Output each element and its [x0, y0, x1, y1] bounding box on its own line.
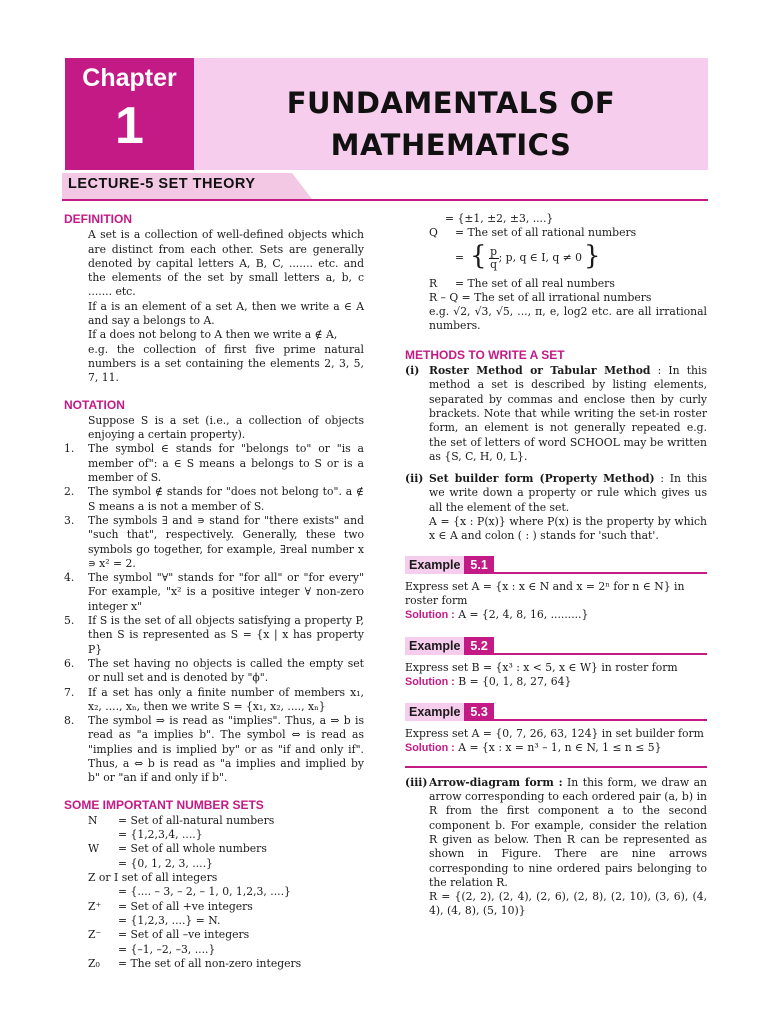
method-body [429, 364, 707, 464]
example-question: Express set A = {x : x ∈ N and x = 2ⁿ for n ∈ N} in roster form [405, 579, 685, 607]
method-number: (iii) [405, 775, 428, 789]
item-number: 2. [64, 485, 75, 499]
item-text: The symbol ∉ stands for "does not belong to". a ∉ S means a is not a member of S. [88, 485, 364, 513]
notation-item [64, 571, 364, 614]
solution-text: A = {2, 4, 8, 16, .........} [458, 608, 589, 622]
definition-p2: If a is an element of a set A, then we write a ∈ A and say a belongs to A. [88, 299, 364, 328]
solution-label: Solution : [405, 675, 455, 688]
number-set-row [64, 828, 364, 842]
chapter-label: Chapter [82, 64, 177, 92]
notation-item [64, 614, 364, 657]
section-divider [405, 766, 707, 768]
solution-label: Solution : [405, 609, 455, 622]
set-symbol: Z₀ [88, 956, 100, 970]
notation-item [64, 485, 364, 514]
set-definition: = Set of all +ve integers [118, 899, 253, 913]
relation-set: R = {(2, 2), (2, 4), (2, 6), (2, 8), (2, 10), (3, 6), (4, 4), (4, 8), (5, 10)} [429, 890, 707, 918]
method-body [429, 776, 707, 890]
rational-symbol: Q [429, 226, 438, 240]
example-solution [405, 675, 707, 689]
set-symbol [88, 828, 118, 842]
item-number: 8. [64, 714, 75, 728]
number-set-row [64, 814, 364, 828]
example-number: 5.1 [464, 556, 493, 574]
number-set-row [64, 943, 364, 957]
item-text: The symbol ∈ stands for "belongs to" or "is a member of": a ∈ S means a belongs to S or is a member of S. [88, 442, 364, 485]
item-number: 3. [64, 513, 75, 527]
fraction [489, 246, 499, 271]
rational-set-builder [455, 241, 707, 277]
definition-p3: If a does not belong to A then we write a ∉ A, [88, 328, 338, 342]
irrational-example: e.g. √2, √3, √5, ..., π, e, log2 etc. are all irrational numbers. [429, 305, 707, 333]
example-rule [494, 719, 707, 721]
example-solution [405, 608, 707, 622]
notation-item [64, 514, 364, 571]
left-brace: { [470, 241, 487, 272]
rational-condition: ; p, q ∈ I, q ≠ 0 [498, 251, 583, 265]
method-set-builder-detail: A = {x : P(x)} where P(x) is the property by which x ∈ A and colon ( : ) stands for 'such that'. [429, 515, 707, 543]
example-header [405, 556, 707, 574]
number-set-row [64, 842, 364, 856]
equals-sign: = [455, 251, 465, 265]
number-set-row [64, 885, 364, 899]
set-definition: = The set of all non-zero integers [118, 956, 302, 970]
set-definition: = {1,2,3,4, ....} [118, 828, 203, 842]
example-label: Example [405, 637, 464, 655]
methods-heading: METHODS TO WRITE A SET [405, 347, 565, 362]
set-symbol: Z⁻ [88, 928, 102, 942]
lecture-divider [62, 199, 708, 201]
title-line-2: MATHEMATICS [330, 128, 572, 162]
method-title: Arrow-diagram form : [429, 775, 563, 789]
number-sets-list [64, 814, 364, 971]
method-number: (i) [405, 364, 420, 378]
number-sets-heading: SOME IMPORTANT NUMBER SETS [64, 797, 264, 812]
example-body [405, 727, 707, 756]
example-body [405, 661, 707, 690]
set-symbol: N [88, 813, 98, 827]
set-symbol [88, 857, 118, 871]
example-question: Express set A = {0, 7, 26, 63, 124} in set builder form [405, 727, 704, 741]
page-title [194, 82, 708, 166]
example-rule [494, 653, 707, 655]
method-text: In this form, we draw an arrow corresponding to each ordered pair (a, b) in R from the first component a to the second component b. For example, consider the relation R given as below. Then R can be represented as shown in Figure. There are nine arrows corresponding to nine ordered pairs belonging to the relation R. [429, 775, 707, 889]
chapter-number: 1 [115, 97, 144, 155]
example-header [405, 703, 707, 721]
method-text: : In this method a set is described by listing elements, separated by commas and enclose then by curly brackets. Note that while writing the set-in roster form, an element is not generally repeated e.g. the set of letters of word SCHOOL may be written as {S, C, H, 0, L}. [429, 364, 707, 463]
example-question: Express set B = {x³ : x < 5, x ∈ W} in roster form [405, 660, 678, 674]
right-column [405, 212, 707, 919]
item-number: 5. [64, 614, 75, 628]
set-definition: = {–1, –2, –3, ....} [118, 942, 216, 956]
item-text: If S is the set of all objects satisfying a property P, then S is represented as S = {x | x has property P} [88, 614, 364, 656]
notation-item [64, 657, 364, 686]
item-text: The symbols ∃ and ∍ stand for "there exists" and "such that", respectively. Generally, these two symbols go together, for example, ∃real number x ∍ x² = 2. [88, 513, 364, 570]
notation-list [64, 442, 364, 785]
example-label: Example [405, 703, 464, 721]
number-set-row [64, 900, 364, 914]
example-solution [405, 741, 707, 755]
item-text: If a set has only a finite number of members x₁, x₂, ...., xₙ, then we write S = {x₁, x₂, ...., xₙ} [88, 685, 364, 713]
set-symbol: Z⁺ [88, 899, 102, 913]
number-set-row [64, 957, 364, 971]
example-rule [494, 572, 707, 574]
example-body [405, 580, 707, 623]
real-symbol: R [429, 276, 438, 290]
item-number: 6. [64, 656, 75, 670]
solution-text: A = {x : x = n³ – 1, n ∈ N, 1 ≤ n ≤ 5} [458, 741, 662, 755]
item-number: 1. [64, 442, 75, 456]
method-number: (ii) [405, 472, 424, 486]
number-set-row [64, 928, 364, 942]
real-row [405, 277, 707, 291]
set-symbol [88, 943, 118, 957]
set-definition: = {.... – 3, – 2, – 1, 0, 1,2,3, ....} [118, 885, 291, 899]
set-definition: = Set of all-natural numbers [118, 813, 275, 827]
set-definition: = Set of all –ve integers [118, 928, 250, 942]
method-title: Roster Method or Tabular Method [429, 364, 651, 378]
irrational-row: R – Q = The set of all irrational numbers [429, 290, 652, 304]
method-title: Set builder form (Property Method) [429, 472, 655, 486]
definition-heading: DEFINITION [64, 212, 132, 226]
method-text: : In this we write down a property or rule which gives us all the element of the set. [429, 472, 707, 514]
set-symbol [88, 914, 118, 928]
numerator: p [490, 245, 498, 259]
example-header [405, 637, 707, 655]
set-definition: = {1,2,3, ....} = N. [118, 913, 221, 927]
example-label: Example [405, 556, 464, 574]
left-column [64, 212, 364, 971]
method-roster [405, 364, 707, 464]
item-number: 7. [64, 685, 75, 699]
item-text: The symbol ⇒ is read as "implies". Thus, a ⇒ b is read as "a implies b". The symbol ⇔ is read as "implies and is implied by" or as "if and only if". Thus, a ⇔ b is read as "a implies and implied by b" or "an if and only if b". [88, 714, 364, 785]
notation-item [64, 714, 364, 785]
solution-text: B = {0, 1, 8, 27, 64} [458, 674, 572, 688]
item-text: The symbol "∀" stands for "for all" or "for every" For example, "x² is a positive integer ∀ non-zero integer x" [88, 571, 364, 613]
real-definition: = The set of all real numbers [455, 276, 615, 290]
number-set-row: Z or I set of all integers [88, 871, 218, 885]
lecture-title: LECTURE-5 SET THEORY [68, 176, 256, 192]
set-symbol: W [88, 842, 100, 856]
notation-item [64, 686, 364, 715]
number-set-row [64, 914, 364, 928]
item-text: The set having no objects is called the empty set or null set and is denoted by "ϕ". [88, 656, 364, 685]
chapter-badge [65, 58, 194, 170]
set-symbol [88, 885, 118, 899]
set-definition: = {0, 1, 2, 3, ....} [118, 856, 213, 870]
notation-heading: NOTATION [64, 397, 125, 412]
method-arrow-diagram [405, 776, 707, 890]
number-set-row [64, 857, 364, 871]
solution-label: Solution : [405, 742, 455, 755]
integers-nonzero-set: = {±1, ±2, ±3, ....} [445, 212, 554, 225]
right-brace: } [584, 241, 601, 272]
definition-p1: A set is a collection of well-defined objects which are distinct from each other. Sets are generally denoted by capital letters A, B, C, ....... etc. and the elements of the set by small letters a, b, c ....... etc. [88, 228, 364, 299]
item-number: 4. [64, 571, 75, 585]
rational-definition: = The set of all rational numbers [455, 226, 637, 240]
notation-intro: Suppose S is a set (i.e., a collection of objects enjoying a certain property). [88, 413, 364, 442]
example-number: 5.2 [464, 637, 493, 655]
notation-item [64, 442, 364, 485]
method-body [429, 472, 707, 515]
example-number: 5.3 [464, 703, 493, 721]
denominator: q [490, 258, 498, 272]
title-line-1: FUNDAMENTALS OF [286, 86, 616, 120]
definition-p4: e.g. the collection of first five prime natural numbers is a set containing the elements 2, 3, 5, 7, 11. [88, 342, 364, 385]
rational-row [405, 226, 707, 240]
set-definition: = Set of all whole numbers [118, 842, 267, 856]
method-set-builder [405, 472, 707, 515]
